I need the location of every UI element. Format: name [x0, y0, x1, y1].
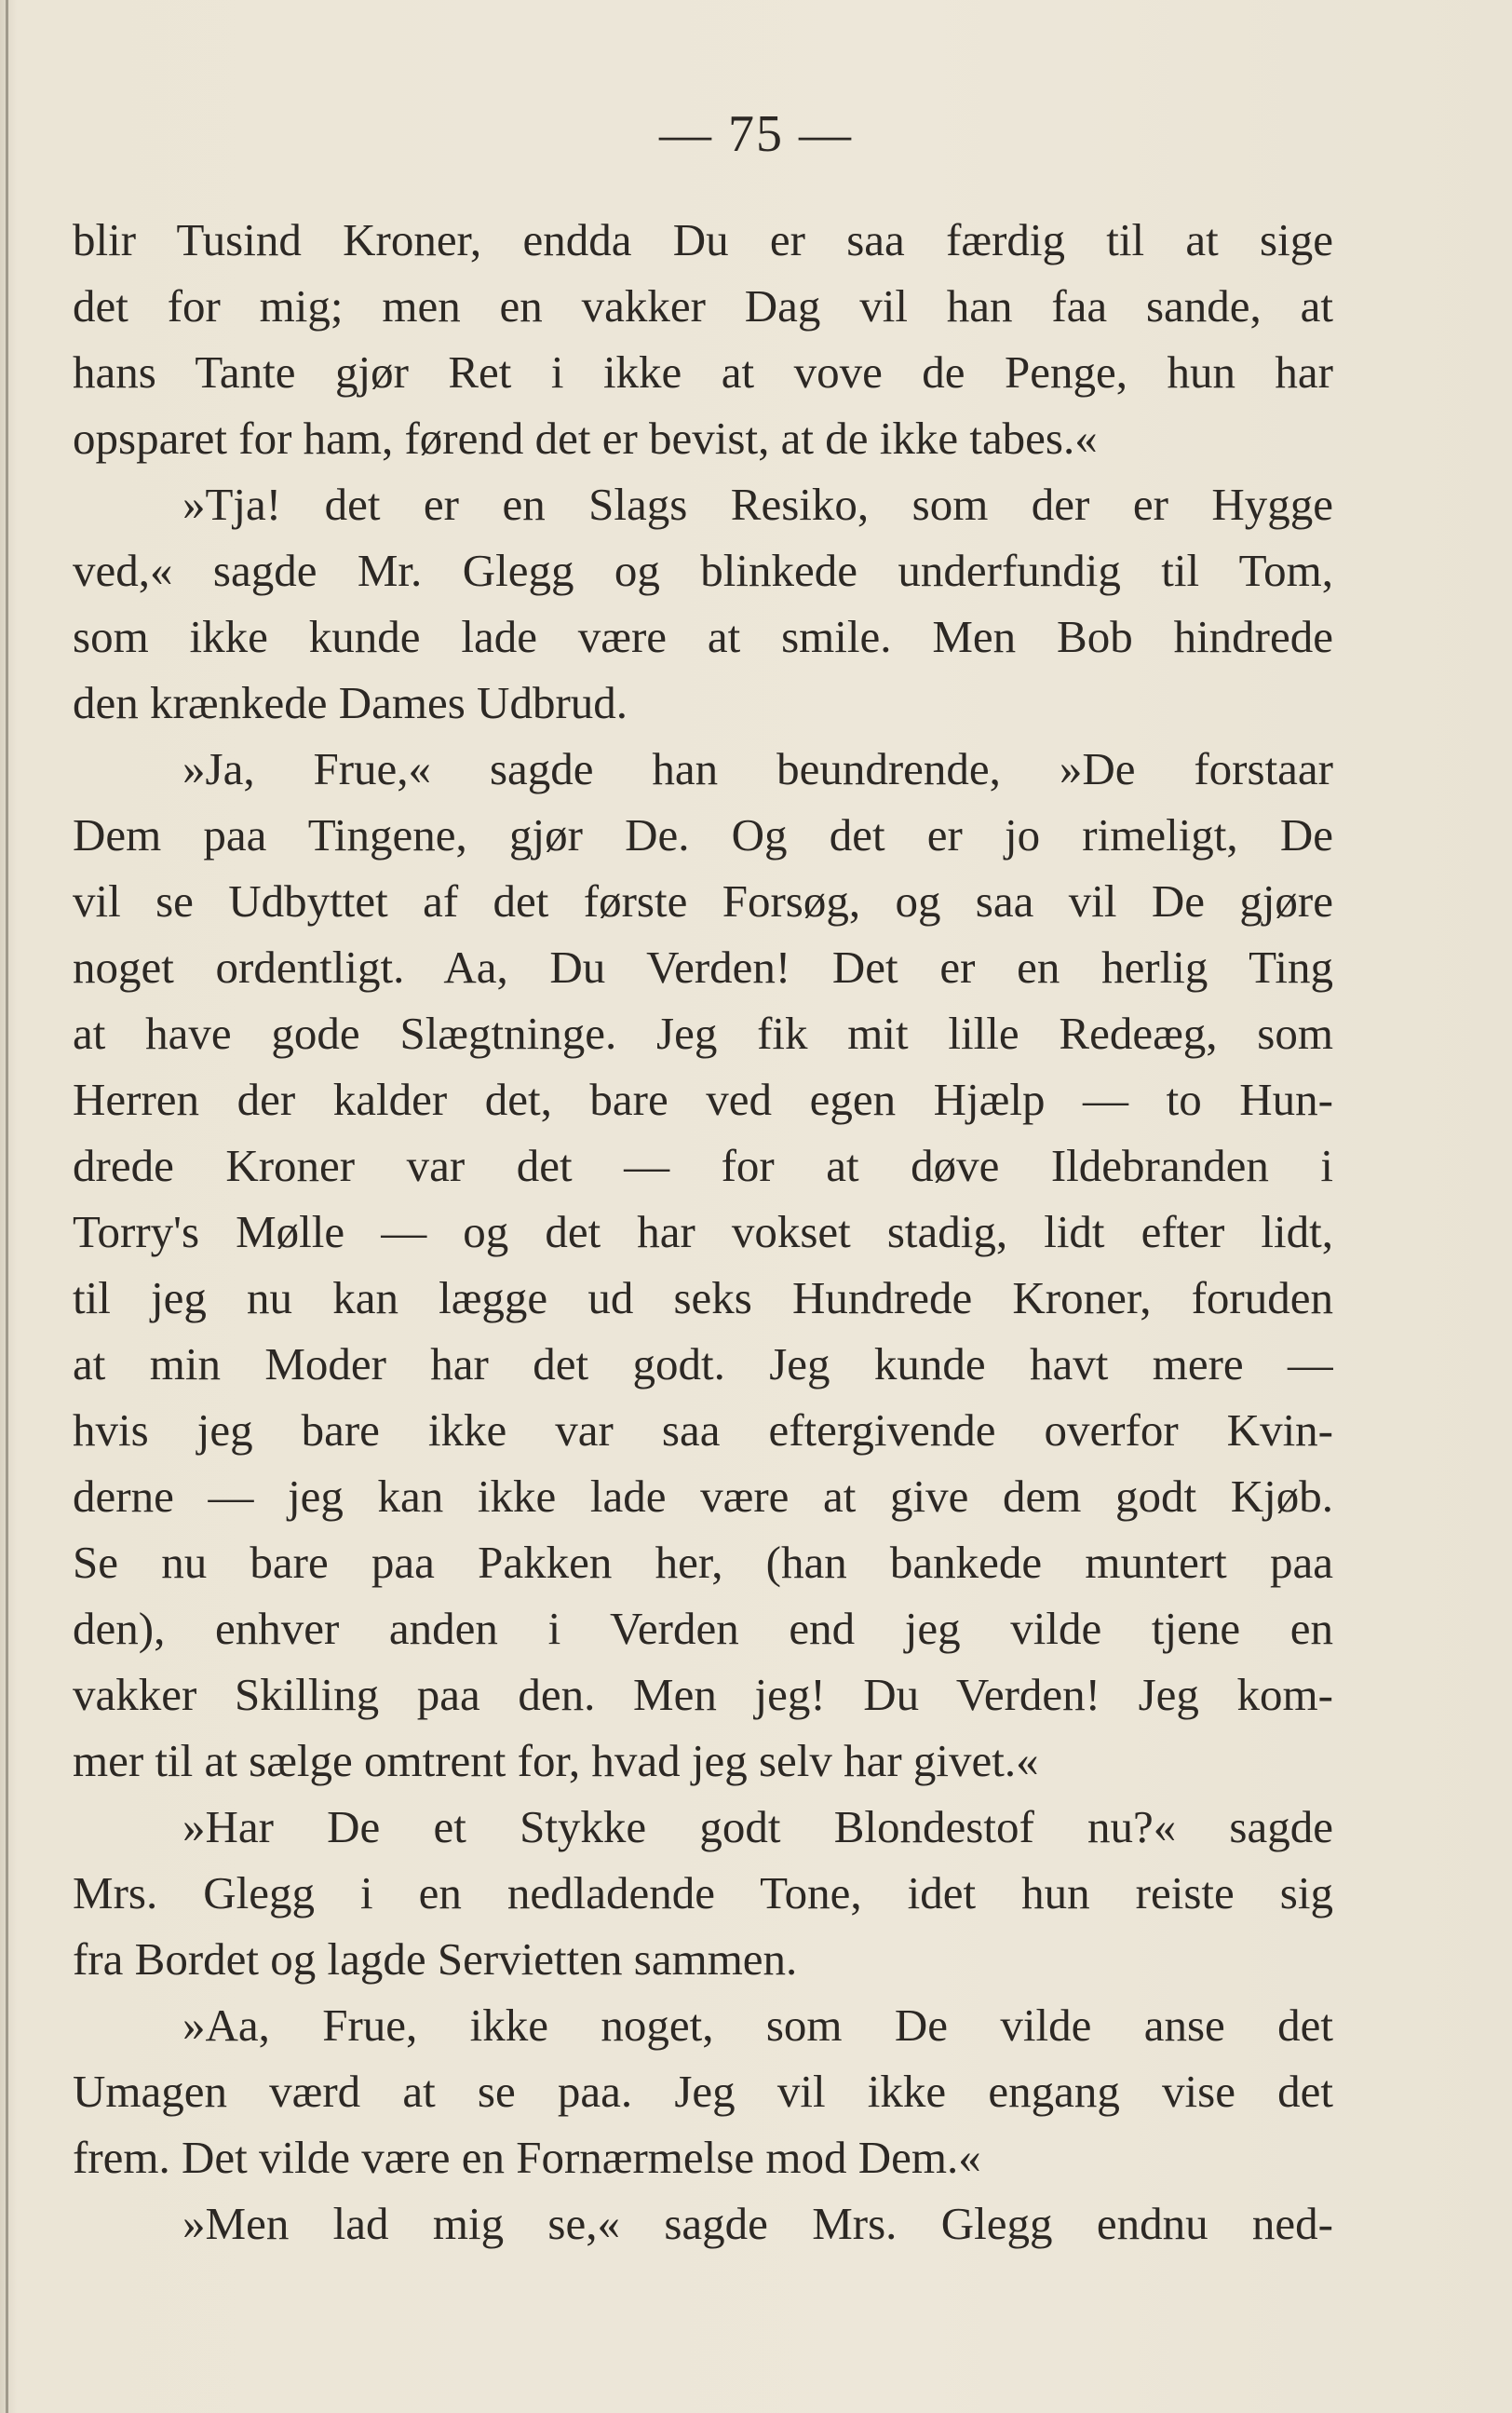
text-line: hans Tante gjør Ret i ikke at vove de Penge, hun har	[73, 346, 1333, 398]
text-line: »Men lad mig se,« sagde Mrs. Glegg endnu ned-	[182, 2198, 1333, 2249]
text-line: Dem paa Tingene, gjør De. Og det er jo rimeligt, De	[73, 809, 1333, 861]
text-line: det for mig; men en vakker Dag vil han faa sande, at	[73, 280, 1333, 332]
text-line: vakker Skilling paa den. Men jeg! Du Verden! Jeg kom-	[73, 1669, 1333, 1720]
text-line: drede Kroner var det — for at døve Ildebranden i	[73, 1140, 1333, 1191]
text-line: mer til at sælge omtrent for, hvad jeg selv har givet.«	[73, 1735, 1039, 1786]
text-line: at have gode Slægtninge. Jeg fik mit lille Redeæg, som	[73, 1008, 1333, 1059]
text-line: den), enhver anden i Verden end jeg vilde tjene en	[73, 1603, 1333, 1654]
text-line: derne — jeg kan ikke lade være at give dem godt Kjøb.	[73, 1471, 1333, 1522]
text-line: hvis jeg bare ikke var saa eftergivende overfor Kvin-	[73, 1404, 1333, 1456]
text-line: frem. Det vilde være en Fornærmelse mod Dem.«	[73, 2132, 981, 2183]
text-line: som ikke kunde lade være at smile. Men Bob hindrede	[73, 611, 1333, 662]
text-line: noget ordentligt. Aa, Du Verden! Det er en herlig Ting	[73, 942, 1333, 993]
page-number: — 75 —	[659, 105, 853, 163]
text-line: »Tja! det er en Slags Resiko, som der er Hygge	[182, 479, 1333, 530]
text-line: »Aa, Frue, ikke noget, som De vilde anse det	[182, 2000, 1333, 2051]
text-line: »Ja, Frue,« sagde han beundrende, »De forstaar	[182, 743, 1333, 794]
text-line: Herren der kalder det, bare ved egen Hjælp — to Hun-	[73, 1074, 1333, 1125]
text-line: opsparet for ham, førend det er bevist, at de ikke tabes.«	[73, 413, 1098, 464]
text-line: Umagen værd at se paa. Jeg vil ikke engang vise det	[73, 2066, 1333, 2117]
text-line: blir Tusind Kroner, endda Du er saa færdig til at sige	[73, 214, 1333, 265]
text-line: vil se Udbyttet af det første Forsøg, og saa vil De gjøre	[73, 875, 1333, 927]
text-line: den krænkede Dames Udbrud.	[73, 677, 628, 728]
body-text	[73, 207, 1333, 2257]
text-line: at min Moder har det godt. Jeg kunde havt mere —	[73, 1338, 1333, 1390]
text-line: Se nu bare paa Pakken her, (han bankede muntert paa	[73, 1537, 1333, 1588]
text-line: Torry's Mølle — og det har vokset stadig, lidt efter lidt,	[73, 1206, 1333, 1257]
text-line: »Har De et Stykke godt Blondestof nu?« sagde	[182, 1801, 1333, 1852]
text-line: fra Bordet og lagde Servietten sammen.	[73, 1933, 798, 1985]
page-gutter-edge	[6, 0, 8, 2413]
text-line: Mrs. Glegg i en nedladende Tone, idet hun reiste sig	[73, 1867, 1333, 1918]
text-line: til jeg nu kan lægge ud seks Hundrede Kroner, foruden	[73, 1272, 1333, 1323]
text-line: ved,« sagde Mr. Glegg og blinkede underfundig til Tom,	[73, 545, 1333, 596]
